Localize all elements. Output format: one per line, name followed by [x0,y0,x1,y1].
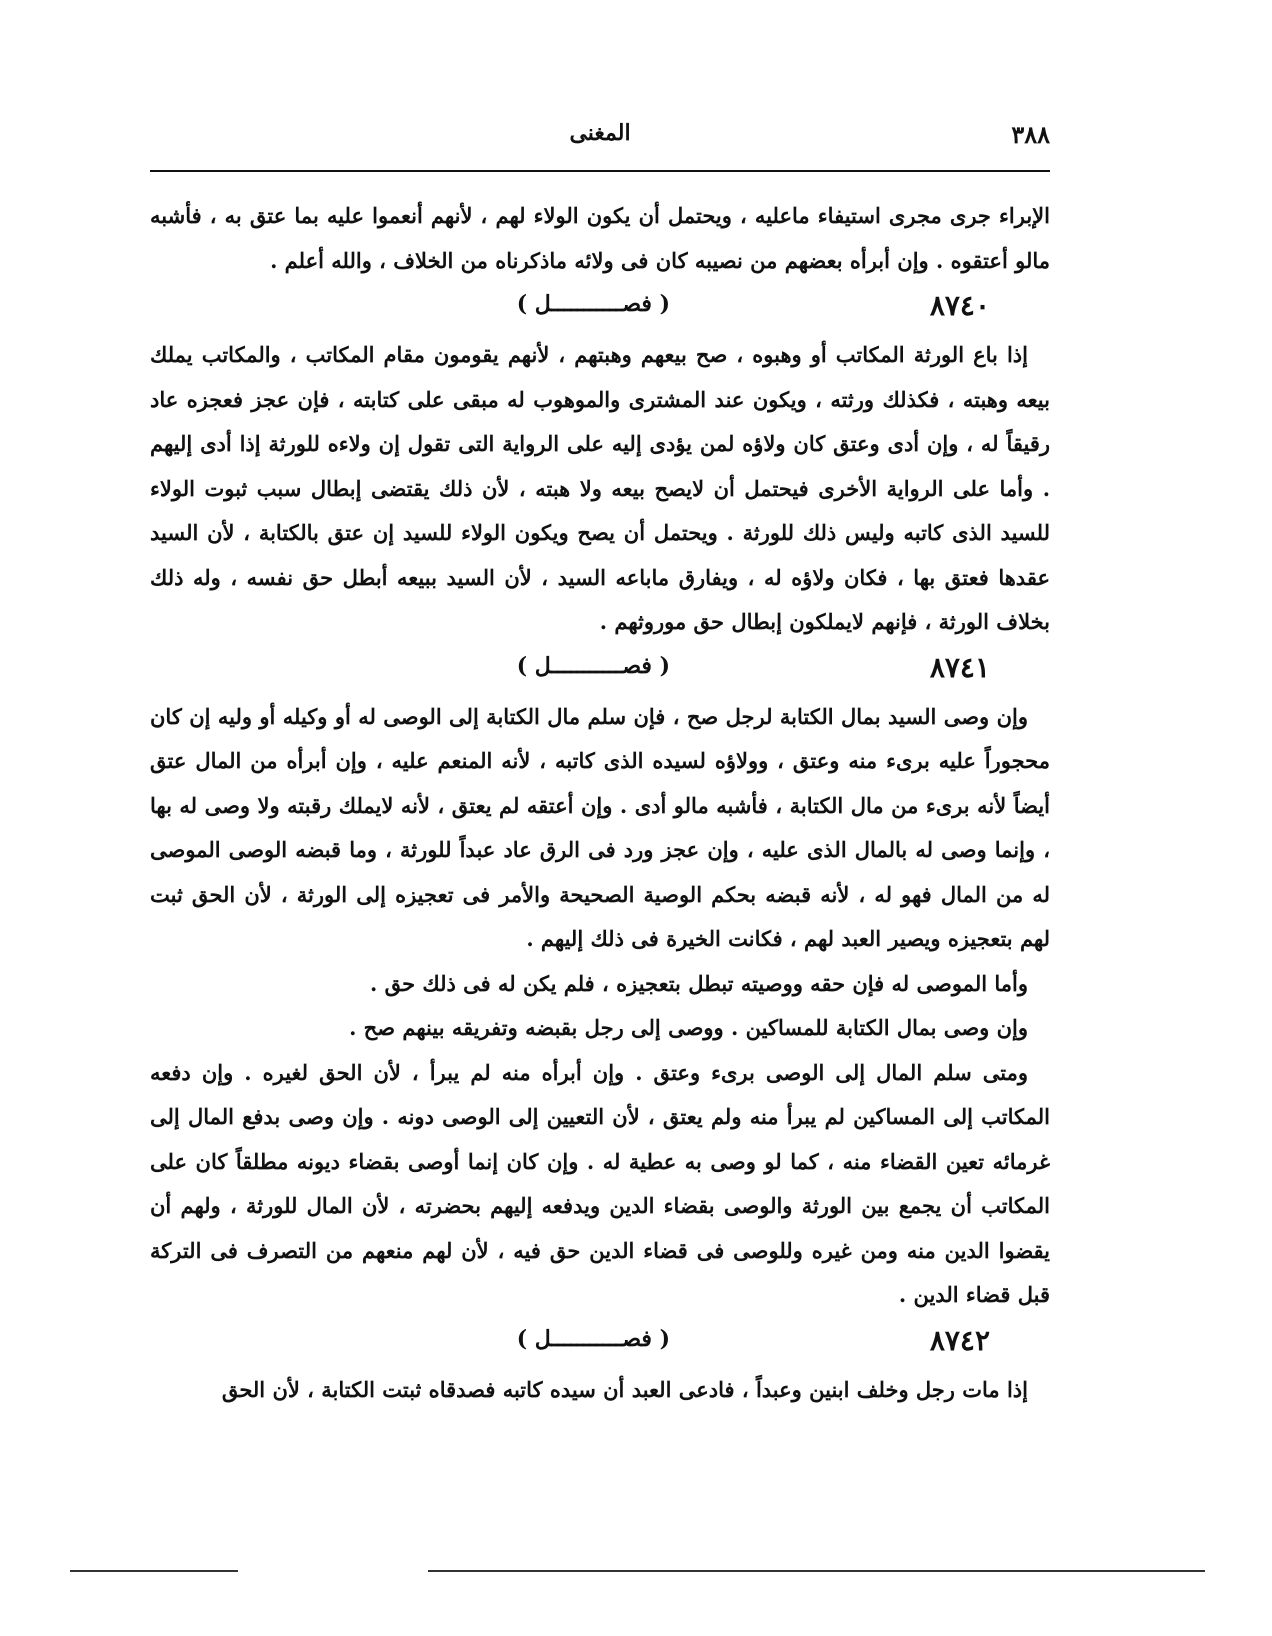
section-8740-paragraph: إذا باع الورثة المكاتب أو وهبوه ، صح بيعهم وهبتهم ، لأنهم يقومون مقام المكاتب ، والمكاتب يملك بيعه وهبته ، فكذلك ورثته ، ويكون عند المشترى والموهوب له مبقى على كتابته ، فإن عجز فعجزه عاد رقيقاً له ، وإن أدى وعتق كان ولاؤه لمن يؤدى إليه على الرواية التى تقول إن ولاءه للورثة إذا أدى إليهم . وأما على الرواية الأخرى فيحتمل أن لايصح بيعه ولا هبته ، لأن ذلك يقتضى إبطال سبب ثبوت الولاء للسيد الذى كاتبه وليس ذلك للورثة . ويحتمل أن يصح ويكون الولاء للسيد إن عتق بالكتابة ، لأن السيد عقدها فعتق بها ، فكان ولاؤه له ، ويفارق ماباعه السيد ، لأن السيد ببيعه أبطل حق نفسه ، وله ذلك بخلاف الورثة ، فإنهم لايملكون إبطال حق موروثهم . [150,342,1050,634]
section-heading-8741 [150,645,1050,695]
footnote-rule-left [70,1570,238,1572]
footnote-rule-right [428,1570,1205,1572]
section-8742-paragraph: إذا مات رجل وخلف ابنين وعبداً ، فادعى العبد أن سيده كاتبه فصدقاه ثبتت الكتابة ، لأن الحق [221,1376,1028,1402]
section-number: ٨٧٤١ [929,650,990,684]
running-title: المغنى [569,120,631,146]
section-8741-paragraph-2: وأما الموصى له فإن حقه ووصيته تبطل بتعجيزه ، فلم يكن له فى ذلك حق . [369,970,1028,996]
section-label: ( فصـــــــــــل ) [516,1325,670,1352]
page-content [150,194,1050,1412]
section-number: ٨٧٤٢ [929,1323,990,1357]
section-heading-8742 [150,1318,1050,1368]
header-rule [150,170,1050,172]
section-number: ٨٧٤٠ [929,289,990,322]
section-8741-paragraph-4: ومتى سلم المال إلى الوصى برىء وعتق . وإن أبرأه منه لم يبرأ ، لأن الحق لغيره . وإن دفعه المكاتب إلى المساكين لم يبرأ منه ولم يعتق ، لأن التعيين إلى الوصى دونه . وإن وصى بدفع المال إلى غرمائه تعين القضاء منه ، كما لو وصى به عطية له . وإن كان إنما أوصى بقضاء ديونه مطلقاً كان على المكاتب أن يجمع بين الورثة والوصى بقضاء الدين ويدفعه إليهم بحضرته ، لأن المال للورثة ، ولهم أن يقضوا الدين منه ومن غيره وللوصى فى قضاء الدين حق فيه ، لأن لهم منعهم من التصرف فى التركة قبل قضاء الدين . [150,1059,1050,1307]
section-8741-paragraph-3: وإن وصى بمال الكتابة للمساكين . ووصى إلى رجل بقبضه وتفريقه بينهم صح . [349,1015,1028,1040]
page-header [150,120,1050,160]
section-label: ( فصـــــــــــل ) [516,652,670,679]
section-8741-paragraph-1: وإن وصى السيد بمال الكتابة لرجل صح ، فإن سلم مال الكتابة إلى الوصى له أو وكيله أو وليه إن كان محجوراً عليه برىء منه وعتق ، وولاؤه لسيده الذى كاتبه ، لأنه المنعم عليه ، وإن أبرأه من المال عتق أيضاً لأنه برىء من مال الكتابة ، فأشبه مالو أدى . وإن أعتقه لم يعتق ، لأنه لايملك رقبته ولا وصى له بها ، وإنما وصى له بالمال الذى عليه ، وإن عجز ورد فى الرق عاد عبداً للورثة ، وما قبضه الوصى الموصى له من المال فهو له ، لأنه قبضه بحكم الوصية الصحيحة والأمر فى تعجيزه إلى الورثة ، لأن الحق ثبت لهم بتعجيزه ويصير العبد لهم ، فكانت الخيرة فى ذلك إليهم . [150,703,1050,951]
section-label: ( فصـــــــــــل ) [516,291,670,317]
page-number: ٣٨٨ [1011,120,1050,149]
section-heading-8740 [150,283,1050,333]
continuation-paragraph: الإبراء جرى مجرى استيفاء ماعليه ، ويحتمل أن يكون الولاء لهم ، لأنهم أنعموا عليه بما عتق به ، فأشبه مالو أعتقوه . وإن أبرأه بعضهم من نصيبه كان فى ولائه ماذكرناه من الخلاف ، والله أعلم . [150,203,1050,273]
